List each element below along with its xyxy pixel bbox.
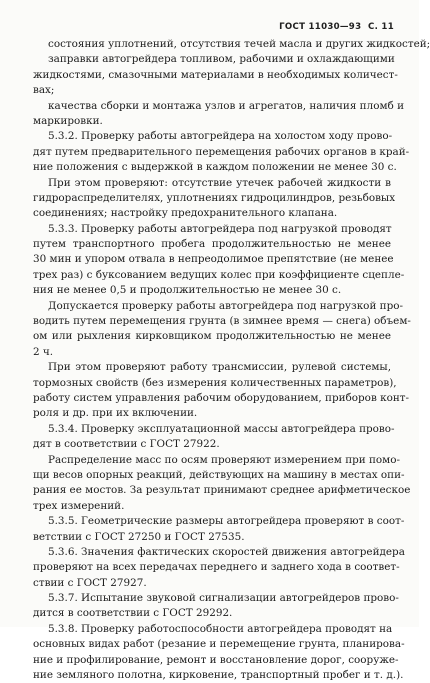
text-line: трех измерений. bbox=[33, 499, 125, 512]
text-line: 5.3.4. Проверку эксплуатационной массы автогрейдера прово- bbox=[48, 422, 395, 435]
text-line: вах; bbox=[33, 84, 55, 97]
standard-number: ГОСТ 11030—93 bbox=[279, 22, 362, 32]
text-line: трех раз) с буксованием ведущих колес при коэффициенте сцепле- bbox=[33, 268, 405, 281]
text-line: дят путем предварительного перемещения рабочих органов в край- bbox=[33, 145, 410, 158]
text-line: щи весов опорных реакций, действующих на машину в местах опи- bbox=[33, 468, 405, 481]
text-line: маркировки. bbox=[33, 114, 103, 127]
text-line: 5.3.2. Проверку работы автогрейдера на холостом ходу прово- bbox=[48, 130, 393, 143]
text-line: тормозных свойств (без измерения количественных параметров), bbox=[33, 376, 397, 389]
text-line: Распределение масс по осям проверяют измерением при помо- bbox=[48, 453, 401, 466]
text-line: ние положения с выдержкой в каждом положении не менее 30 с. bbox=[33, 161, 397, 174]
text-line: гидрораспределителях, уплотнениях гидроцилиндров, резьбовых bbox=[33, 191, 396, 204]
text-line: 5.3.7. Испытание звуковой сигнализации автогрейдеров прово- bbox=[48, 592, 399, 605]
page-number: С. 11 bbox=[367, 22, 394, 32]
text-line: ние земляного полотна, кирковение, транспортный пробег и т. д.). bbox=[33, 669, 404, 682]
text-line: заправки автогрейдера топливом, рабочими и охлаждающими bbox=[48, 53, 395, 66]
text-line: рания ее мостов. За результат принимают среднее арифметическое bbox=[33, 484, 411, 497]
text-line: ния не менее 0,5 и продолжительностью не менее 30 с. bbox=[33, 284, 342, 297]
text-line: При этом проверяют: отсутствие утечек рабочей жидкости в bbox=[48, 176, 391, 189]
text-line: 30 мин и упором отвала в непреодолимое препятствие (не менее bbox=[33, 253, 394, 266]
text-line: ом или рыхления кирковщиком продолжительностью не менее bbox=[33, 330, 391, 343]
text-line: дят в соответствии с ГОСТ 27922. bbox=[33, 438, 220, 451]
text-line: жидкостями, смазочными материалами в необходимых количест- bbox=[33, 68, 398, 81]
text-line: роля и др. при их включении. bbox=[33, 407, 198, 420]
text-line: Допускается проверку работы автогрейдера под нагрузкой про- bbox=[48, 299, 404, 312]
document-body bbox=[33, 37, 430, 683]
text-line: ние и профилирование, ремонт и восстановление дорог, сооруже- bbox=[33, 653, 399, 666]
text-line: основных видах работ (резание и перемещение грунта, планирова- bbox=[33, 638, 405, 651]
text-line: 2 ч. bbox=[33, 345, 54, 358]
text-line: качества сборки и монтажа узлов и агрегатов, наличия пломб и bbox=[48, 99, 405, 112]
page-header bbox=[279, 22, 394, 32]
text-line: соединениях; настройку предохранительного клапана. bbox=[33, 207, 338, 220]
text-line: При этом проверяют работу трансмиссии, рулевой системы, bbox=[48, 361, 391, 374]
text-line: дится в соответствии с ГОСТ 29292. bbox=[33, 607, 233, 620]
text-line: ветствии с ГОСТ 27250 и ГОСТ 27535. bbox=[33, 530, 245, 543]
text-line: 5.3.8. Проверку работоспособности автогрейдера проводят на bbox=[48, 622, 393, 635]
text-line: состояния уплотнений, отсутствия течей масла и других жидкостей; bbox=[48, 38, 430, 50]
text-line: 5.3.5. Геометрические размеры автогрейдера проверяют в соот- bbox=[48, 515, 405, 528]
text-line: путем транспортного пробега продолжительностью не менее bbox=[33, 238, 391, 251]
text-line: водить путем перемещения грунта (в зимнее время — снега) объем- bbox=[33, 315, 411, 328]
text-line: 5.3.3. Проверку работы автогрейдера под нагрузкой проводят bbox=[48, 222, 392, 235]
text-line: 5.3.6. Значения фактических скоростей движения автогрейдера bbox=[48, 545, 405, 558]
text-line: ствии с ГОСТ 27927. bbox=[33, 576, 147, 589]
text-line: проверяют на всех передачах переднего и заднего хода в соответ- bbox=[33, 561, 400, 574]
text-line: работу систем управления рабочим оборудованием, приборов конт- bbox=[33, 391, 410, 404]
